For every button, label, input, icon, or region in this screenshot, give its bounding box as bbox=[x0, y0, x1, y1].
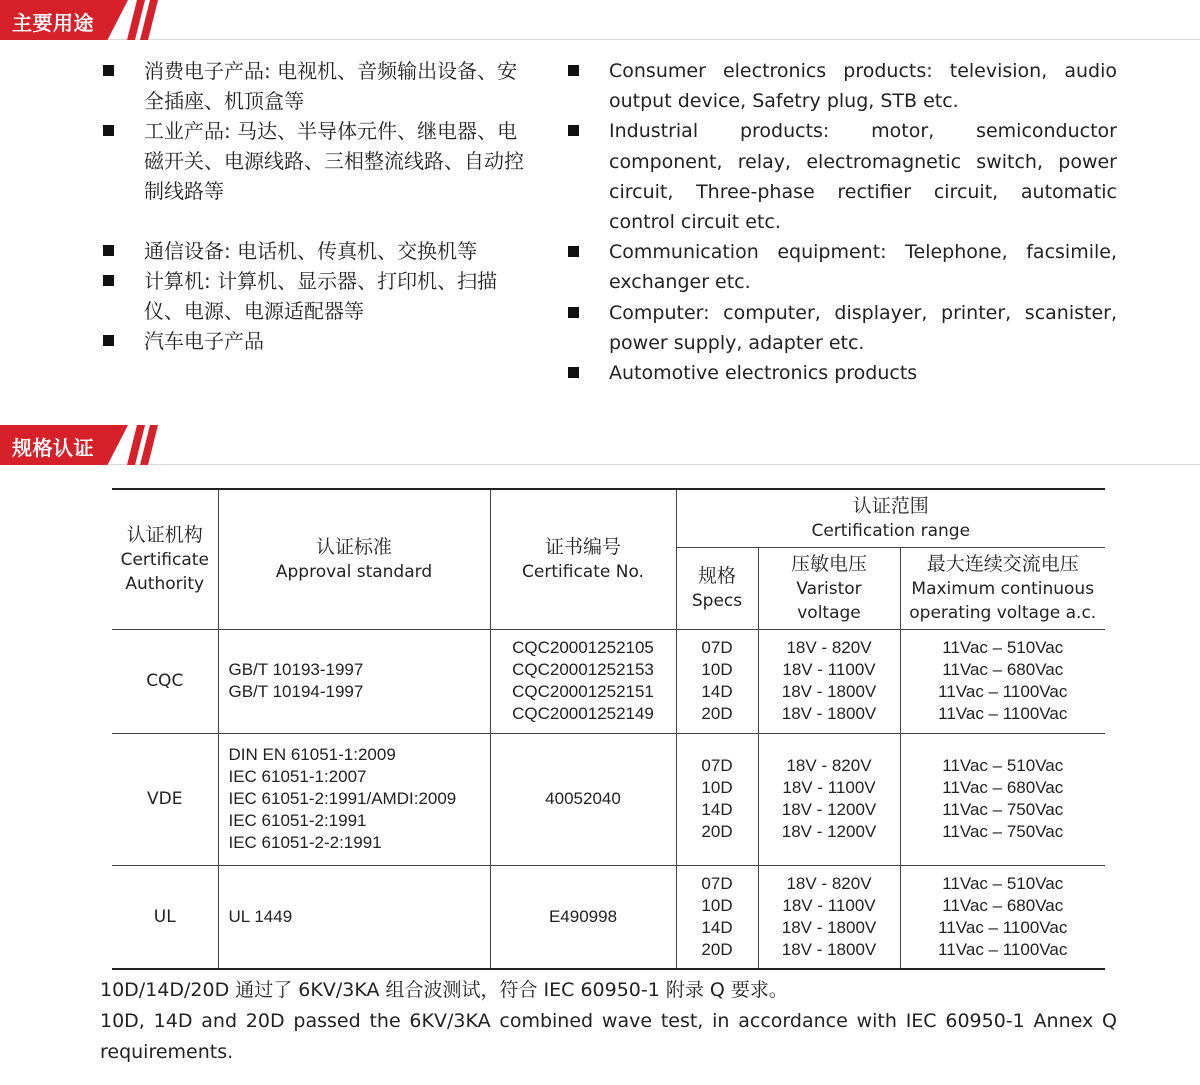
list-item-text: Automotive electronics products bbox=[609, 362, 918, 385]
uses-list-en bbox=[565, 56, 1117, 388]
varistor-cell: 18V - 820V 18V - 1100V 18V - 1800V 18V - 1800V bbox=[758, 865, 900, 969]
authority-cell: VDE bbox=[112, 733, 218, 865]
cert-no-cell: E490998 bbox=[490, 865, 676, 969]
header-varistor-voltage: 压敏电压 Varistor voltage bbox=[758, 547, 900, 629]
standard-cell: DIN EN 61051-1:2009 IEC 61051-1:2007 IEC 61051-2:1991/AMDI:2009 IEC 61051-2:1991 IEC 61051-2-2:1991 bbox=[218, 733, 490, 865]
specs-cell: 07D 10D 14D 20D bbox=[676, 733, 758, 865]
max-voltage-cell: 11Vac – 510Vac 11Vac – 680Vac 11Vac – 1100Vac 11Vac – 1100Vac bbox=[900, 865, 1105, 969]
section-header-uses bbox=[0, 0, 1200, 40]
table-row bbox=[112, 865, 1105, 969]
square-bullet-icon bbox=[568, 125, 579, 136]
section-title-uses: 主要用途 bbox=[12, 11, 94, 35]
header-cert-no: 证书编号 Certificate No. bbox=[490, 489, 676, 629]
list-item-text: Consumer electronics products: television, audio output device, Safetry plug, STB etc. bbox=[609, 60, 1117, 113]
list-item-text: 工业产品: 马达、半导体元件、继电器、电磁开关、电源线路、三相整流线路、自动控制线路等 bbox=[144, 119, 524, 203]
list-item bbox=[565, 298, 1117, 358]
square-bullet-icon bbox=[568, 307, 579, 318]
specs-cell: 07D 10D 14D 20D bbox=[676, 629, 758, 733]
section-header-cert bbox=[0, 425, 1200, 465]
square-bullet-icon bbox=[568, 65, 579, 76]
note-en: 10D, 14D and 20D passed the 6KV/3KA combined wave test, in accordance with IEC 60950-1 Annex Q requirements. bbox=[100, 1010, 1117, 1063]
list-item-text: 通信设备: 电话机、传真机、交换机等 bbox=[144, 239, 478, 263]
list-item bbox=[565, 56, 1117, 116]
header-specs: 规格 Specs bbox=[676, 547, 758, 629]
list-item bbox=[565, 358, 1117, 388]
header-cert-range: 认证范围 Certification range bbox=[676, 489, 1105, 547]
square-bullet-icon bbox=[103, 65, 114, 76]
varistor-cell: 18V - 820V 18V - 1100V 18V - 1200V 18V - 1200V bbox=[758, 733, 900, 865]
standard-cell: UL 1449 bbox=[218, 865, 490, 969]
list-item bbox=[100, 326, 530, 356]
list-item-text: Computer: computer, displayer, printer, scanister, power supply, adapter etc. bbox=[609, 301, 1117, 354]
uses-list-cn bbox=[100, 56, 530, 356]
header-authority: 认证机构 Certificate Authority bbox=[112, 489, 218, 629]
list-item bbox=[100, 266, 530, 326]
square-bullet-icon bbox=[103, 245, 114, 256]
cert-no-cell: CQC20001252105 CQC20001252153 CQC20001252151 CQC20001252149 bbox=[490, 629, 676, 733]
header-max-voltage: 最大连续交流电压 Maximum continuous operating voltage a.c. bbox=[900, 547, 1105, 629]
section-title-cert: 规格认证 bbox=[12, 436, 94, 460]
table-row bbox=[112, 629, 1105, 733]
square-bullet-icon bbox=[103, 125, 114, 136]
list-item bbox=[100, 116, 530, 206]
list-item-text: Industrial products: motor, semiconductor component, relay, electromagnetic switch, power circuit, Three-phase rectifier circuit, automatic control circuit etc. bbox=[609, 120, 1117, 234]
test-note bbox=[100, 975, 1117, 1068]
certification-table bbox=[112, 488, 1105, 970]
list-item bbox=[565, 116, 1117, 237]
section-divider bbox=[0, 39, 1200, 40]
authority-cell: UL bbox=[112, 865, 218, 969]
varistor-cell: 18V - 820V 18V - 1100V 18V - 1800V 18V - 1800V bbox=[758, 629, 900, 733]
specs-cell: 07D 10D 14D 20D bbox=[676, 865, 758, 969]
table-row bbox=[112, 733, 1105, 865]
header-standard: 认证标准 Approval standard bbox=[218, 489, 490, 629]
max-voltage-cell: 11Vac – 510Vac 11Vac – 680Vac 11Vac – 750Vac 11Vac – 750Vac bbox=[900, 733, 1105, 865]
standard-cell: GB/T 10193-1997 GB/T 10194-1997 bbox=[218, 629, 490, 733]
section-divider bbox=[0, 464, 1200, 465]
square-bullet-icon bbox=[103, 335, 114, 346]
list-item-text: 计算机: 计算机、显示器、打印机、扫描仪、电源、电源适配器等 bbox=[144, 269, 498, 323]
list-item bbox=[100, 56, 530, 116]
list-item-text: Communication equipment: Telephone, facsimile, exchanger etc. bbox=[609, 241, 1117, 294]
list-item-text: 消费电子产品: 电视机、音频输出设备、安全插座、机顶盒等 bbox=[144, 59, 518, 113]
square-bullet-icon bbox=[103, 275, 114, 286]
note-cn: 10D/14D/20D 通过了 6KV/3KA 组合波测试，符合 IEC 60950-1 附录 Q 要求。 bbox=[100, 979, 788, 1001]
max-voltage-cell: 11Vac – 510Vac 11Vac – 680Vac 11Vac – 1100Vac 11Vac – 1100Vac bbox=[900, 629, 1105, 733]
square-bullet-icon bbox=[568, 367, 579, 378]
square-bullet-icon bbox=[568, 246, 579, 257]
cert-no-cell: 40052040 bbox=[490, 733, 676, 865]
authority-cell: CQC bbox=[112, 629, 218, 733]
list-item-text: 汽车电子产品 bbox=[144, 329, 264, 353]
list-item bbox=[565, 237, 1117, 297]
list-item bbox=[100, 236, 530, 266]
